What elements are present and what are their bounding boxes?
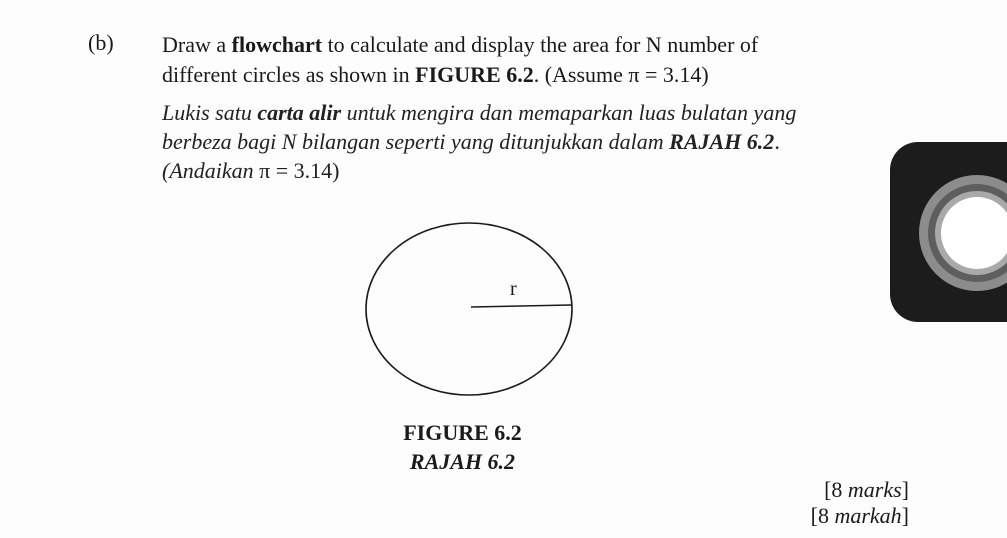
rajah-reference: RAJAH 6.2 xyxy=(669,129,775,154)
question-malay-line-1: Lukis satu carta alir untuk mengira dan memaparkan luas bulatan yang xyxy=(162,100,797,125)
question-malay-line-3: (Andaikan π = 3.14) xyxy=(162,158,340,183)
radius-line xyxy=(471,305,571,307)
circle-outline xyxy=(366,223,572,395)
keyword-carta-alir: carta alir xyxy=(257,100,342,125)
figure-reference: FIGURE 6.2 xyxy=(415,62,534,87)
figure-caption-english: FIGURE 6.2 xyxy=(403,420,522,445)
figure-caption-malay: RAJAH 6.2 xyxy=(409,449,516,474)
question-english-line-1: Draw a flowchart to calculate and display the area for N number of xyxy=(162,32,759,57)
question-malay xyxy=(162,98,796,185)
question-label: (b) xyxy=(88,30,114,55)
question-english-line-2: different circles as shown in FIGURE 6.2. (Assume π = 3.14) xyxy=(162,62,709,87)
question-english xyxy=(162,30,758,90)
marks-malay: [8 markah] xyxy=(810,503,909,528)
ring-icon xyxy=(912,168,1007,298)
floating-assist-button[interactable] xyxy=(890,142,1007,322)
radius-label: r xyxy=(510,278,517,300)
marks-english: [8 marks] xyxy=(824,477,909,502)
question-malay-line-2: berbeza bagi N bilangan seperti yang ditunjukkan dalam RAJAH 6.2. xyxy=(162,129,780,154)
circle-figure xyxy=(355,215,585,415)
keyword-flowchart: flowchart xyxy=(231,32,323,57)
